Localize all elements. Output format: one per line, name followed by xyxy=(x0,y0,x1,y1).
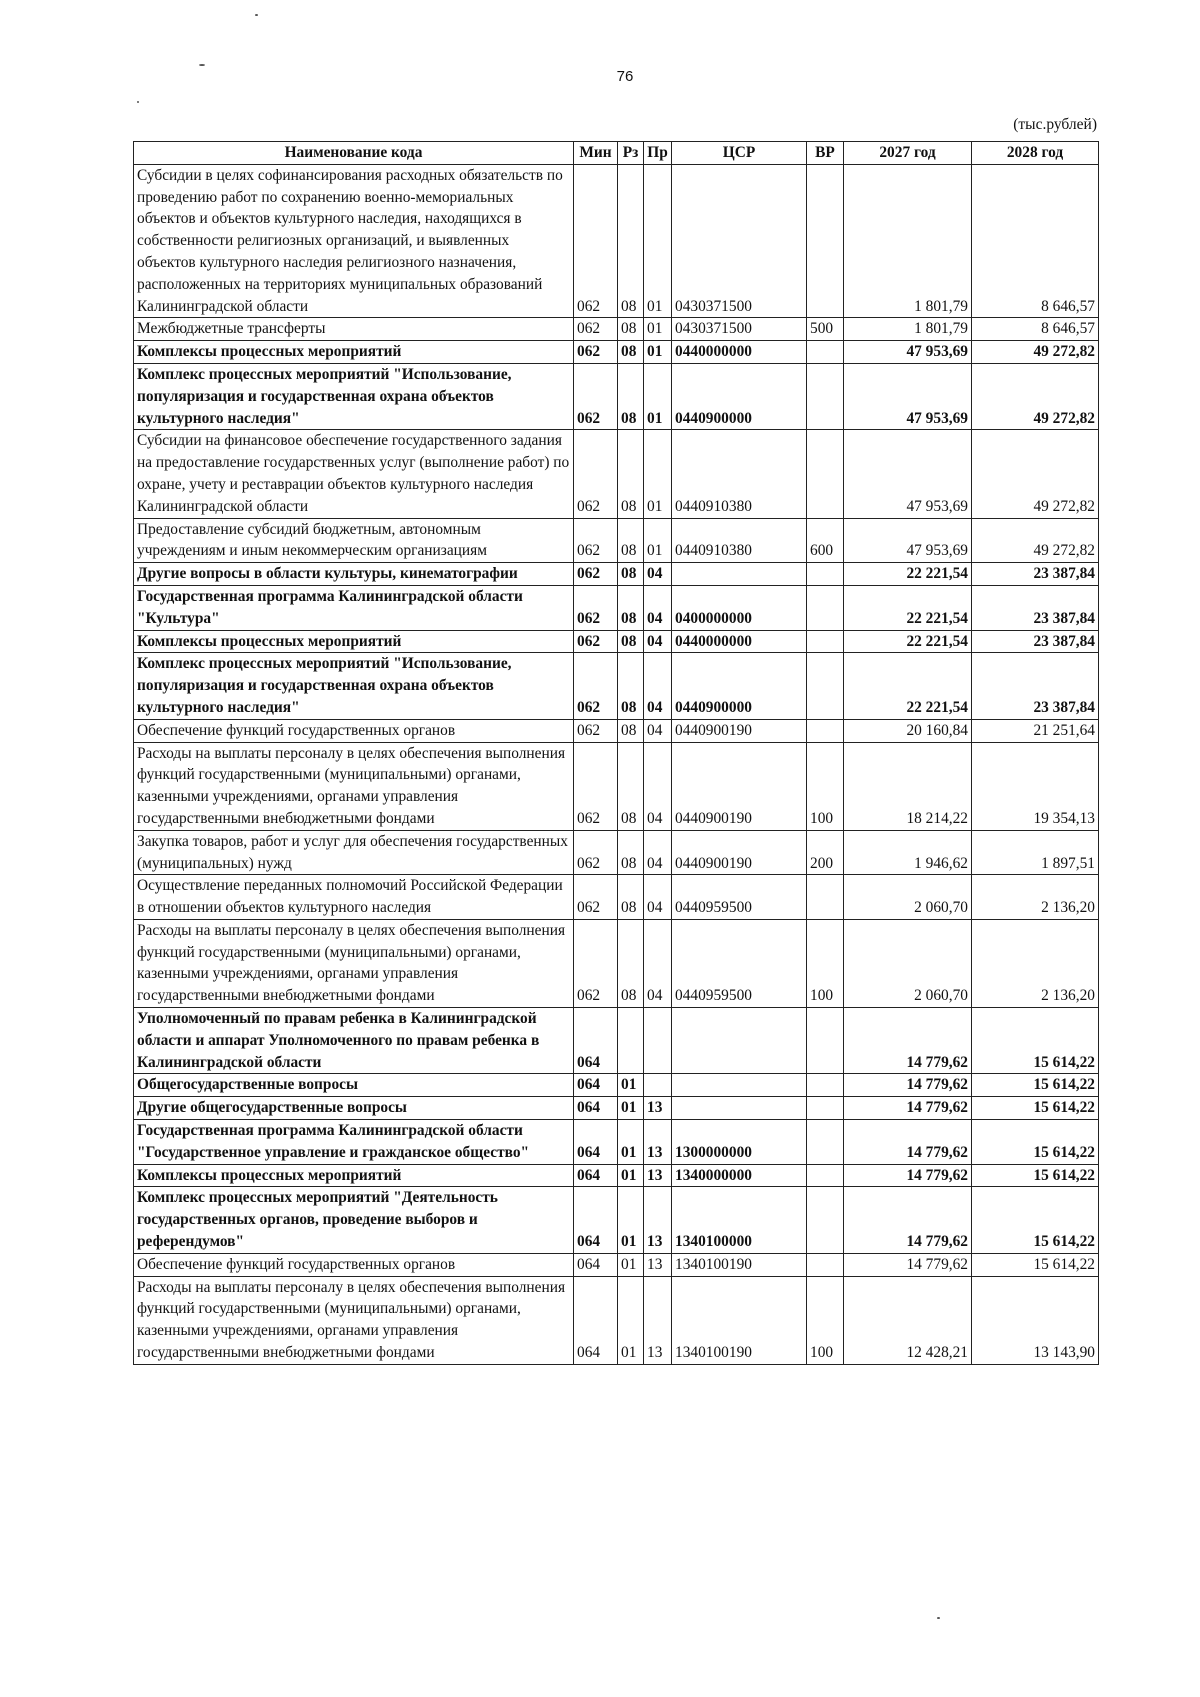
row-name: Другие вопросы в области культуры, кинематографии xyxy=(134,563,574,586)
table-row xyxy=(134,653,1099,719)
row-2028: 15 614,22 xyxy=(972,1253,1099,1276)
row-pr: 01 xyxy=(644,518,672,563)
table-row xyxy=(134,875,1099,920)
row-name: Расходы на выплаты персоналу в целях обеспечения выполнения функций государственными (муниципальными) органами, казенными учреждениями, органами управления государственными внебюджетными фондами xyxy=(134,1276,574,1364)
row-2028: 1 897,51 xyxy=(972,830,1099,875)
row-pr: 01 xyxy=(644,318,672,341)
row-min: 062 xyxy=(574,630,618,653)
scan-speck xyxy=(255,14,258,16)
row-min: 064 xyxy=(574,1008,618,1074)
header-2028: 2028 год xyxy=(972,142,1099,165)
row-name: Комплекс процессных мероприятий "Использование, популяризация и государственная охрана объектов культурного наследия" xyxy=(134,363,574,429)
row-name: Государственная программа Калининградской области "Государственное управление и гражданское общество" xyxy=(134,1120,574,1165)
row-2028: 15 614,22 xyxy=(972,1074,1099,1097)
row-csr: 1340100190 xyxy=(672,1253,807,1276)
table-header-row xyxy=(134,142,1099,165)
row-2027: 14 779,62 xyxy=(844,1120,972,1165)
row-csr: 0440900190 xyxy=(672,742,807,830)
row-2027: 1 801,79 xyxy=(844,318,972,341)
row-name: Комплексы процессных мероприятий xyxy=(134,1164,574,1187)
row-rz: 01 xyxy=(618,1276,644,1364)
row-rz: 08 xyxy=(618,430,644,518)
row-min: 062 xyxy=(574,363,618,429)
row-vr xyxy=(807,653,844,719)
row-name: Общегосударственные вопросы xyxy=(134,1074,574,1097)
row-vr xyxy=(807,363,844,429)
row-2028: 8 646,57 xyxy=(972,318,1099,341)
row-rz: 08 xyxy=(618,919,644,1007)
row-pr: 04 xyxy=(644,830,672,875)
row-name: Комплексы процессных мероприятий xyxy=(134,341,574,364)
row-vr xyxy=(807,1008,844,1074)
row-pr: 13 xyxy=(644,1097,672,1120)
row-name: Комплекс процессных мероприятий "Деятельность государственных органов, проведение выборов и референдумов" xyxy=(134,1187,574,1253)
row-min: 062 xyxy=(574,341,618,364)
row-csr: 0440900000 xyxy=(672,363,807,429)
table-row xyxy=(134,1008,1099,1074)
row-pr: 04 xyxy=(644,742,672,830)
row-2028: 15 614,22 xyxy=(972,1164,1099,1187)
row-name: Расходы на выплаты персоналу в целях обеспечения выполнения функций государственными (муниципальными) органами, казенными учреждениями, органами управления государственными внебюджетными фондами xyxy=(134,742,574,830)
row-2027: 47 953,69 xyxy=(844,430,972,518)
row-min: 064 xyxy=(574,1120,618,1165)
row-csr: 0440000000 xyxy=(672,630,807,653)
row-vr xyxy=(807,563,844,586)
header-vr: ВР xyxy=(807,142,844,165)
table-row xyxy=(134,1276,1099,1364)
row-vr xyxy=(807,430,844,518)
row-pr xyxy=(644,1008,672,1074)
row-pr: 04 xyxy=(644,875,672,920)
row-pr: 01 xyxy=(644,430,672,518)
row-csr: 1300000000 xyxy=(672,1120,807,1165)
row-vr xyxy=(807,630,844,653)
row-min: 064 xyxy=(574,1187,618,1253)
header-min: Мин xyxy=(574,142,618,165)
row-2027: 2 060,70 xyxy=(844,875,972,920)
row-2027: 12 428,21 xyxy=(844,1276,972,1364)
table-body xyxy=(134,164,1099,1364)
row-2028: 23 387,84 xyxy=(972,630,1099,653)
row-rz: 08 xyxy=(618,318,644,341)
row-2028: 2 136,20 xyxy=(972,919,1099,1007)
row-min: 062 xyxy=(574,318,618,341)
row-pr: 04 xyxy=(644,719,672,742)
row-name: Межбюджетные трансферты xyxy=(134,318,574,341)
row-vr xyxy=(807,1097,844,1120)
row-csr xyxy=(672,1097,807,1120)
row-pr: 13 xyxy=(644,1164,672,1187)
row-vr: 200 xyxy=(807,830,844,875)
header-pr: Пр xyxy=(644,142,672,165)
table-row xyxy=(134,1253,1099,1276)
row-name: Обеспечение функций государственных органов xyxy=(134,719,574,742)
row-vr: 600 xyxy=(807,518,844,563)
row-2028: 13 143,90 xyxy=(972,1276,1099,1364)
row-csr: 0440959500 xyxy=(672,875,807,920)
row-csr: 0440000000 xyxy=(672,341,807,364)
row-pr: 01 xyxy=(644,363,672,429)
row-2027: 18 214,22 xyxy=(844,742,972,830)
row-2028: 49 272,82 xyxy=(972,518,1099,563)
row-rz: 01 xyxy=(618,1074,644,1097)
table-row xyxy=(134,585,1099,630)
row-min: 064 xyxy=(574,1164,618,1187)
table-row xyxy=(134,1097,1099,1120)
row-vr xyxy=(807,585,844,630)
row-2027: 14 779,62 xyxy=(844,1097,972,1120)
header-csr: ЦСР xyxy=(672,142,807,165)
row-vr xyxy=(807,1074,844,1097)
row-min: 064 xyxy=(574,1097,618,1120)
row-rz: 08 xyxy=(618,653,644,719)
row-rz: 08 xyxy=(618,341,644,364)
table-row xyxy=(134,518,1099,563)
row-min: 062 xyxy=(574,653,618,719)
row-min: 064 xyxy=(574,1074,618,1097)
table-row xyxy=(134,363,1099,429)
row-csr: 0400000000 xyxy=(672,585,807,630)
row-2028: 2 136,20 xyxy=(972,875,1099,920)
row-2027: 1 946,62 xyxy=(844,830,972,875)
header-2027: 2027 год xyxy=(844,142,972,165)
row-rz xyxy=(618,1008,644,1074)
scan-speck xyxy=(937,1617,940,1619)
row-2027: 22 221,54 xyxy=(844,653,972,719)
row-vr: 500 xyxy=(807,318,844,341)
table-row xyxy=(134,719,1099,742)
row-min: 062 xyxy=(574,919,618,1007)
row-rz: 08 xyxy=(618,742,644,830)
row-name: Субсидии в целях софинансирования расходных обязательств по проведению работ по сохранению военно-мемориальных объектов и объектов культурного наследия, находящихся в собственности религиозных организаций, и выявленных объектов культурного наследия религиозного назначения, расположенных на территориях муниципальных образований Калининградской области xyxy=(134,164,574,318)
row-rz: 01 xyxy=(618,1120,644,1165)
row-min: 062 xyxy=(574,563,618,586)
row-pr: 13 xyxy=(644,1276,672,1364)
row-pr: 01 xyxy=(644,164,672,318)
row-pr xyxy=(644,1074,672,1097)
row-2027: 2 060,70 xyxy=(844,919,972,1007)
row-2027: 20 160,84 xyxy=(844,719,972,742)
row-rz: 01 xyxy=(618,1187,644,1253)
row-2027: 14 779,62 xyxy=(844,1008,972,1074)
row-name: Другие общегосударственные вопросы xyxy=(134,1097,574,1120)
row-pr: 01 xyxy=(644,341,672,364)
row-rz: 08 xyxy=(618,630,644,653)
row-2028: 49 272,82 xyxy=(972,363,1099,429)
header-rz: Рз xyxy=(618,142,644,165)
row-2027: 22 221,54 xyxy=(844,630,972,653)
row-csr: 0440900000 xyxy=(672,653,807,719)
table-row xyxy=(134,742,1099,830)
row-csr xyxy=(672,563,807,586)
row-pr: 13 xyxy=(644,1120,672,1165)
row-vr: 100 xyxy=(807,742,844,830)
row-rz: 08 xyxy=(618,164,644,318)
table-row xyxy=(134,430,1099,518)
row-name: Субсидии на финансовое обеспечение государственного задания на предоставление государственных услуг (выполнение работ) по охране, учету и реставрации объектов культурного наследия Калининградской области xyxy=(134,430,574,518)
budget-table xyxy=(133,141,1099,1365)
scan-speck xyxy=(137,101,139,103)
row-pr: 13 xyxy=(644,1187,672,1253)
table-row xyxy=(134,1164,1099,1187)
row-pr: 04 xyxy=(644,919,672,1007)
row-vr xyxy=(807,1187,844,1253)
row-name: Комплексы процессных мероприятий xyxy=(134,630,574,653)
row-csr xyxy=(672,1074,807,1097)
row-2027: 47 953,69 xyxy=(844,518,972,563)
scan-speck xyxy=(199,64,205,66)
row-rz: 08 xyxy=(618,830,644,875)
table-row xyxy=(134,919,1099,1007)
row-name: Осуществление переданных полномочий Российской Федерации в отношении объектов культурного наследия xyxy=(134,875,574,920)
row-2028: 49 272,82 xyxy=(972,341,1099,364)
row-rz: 01 xyxy=(618,1164,644,1187)
row-2028: 8 646,57 xyxy=(972,164,1099,318)
row-2027: 47 953,69 xyxy=(844,341,972,364)
table-row xyxy=(134,164,1099,318)
row-2028: 19 354,13 xyxy=(972,742,1099,830)
row-vr xyxy=(807,164,844,318)
row-name: Комплекс процессных мероприятий "Использование, популяризация и государственная охрана объектов культурного наследия" xyxy=(134,653,574,719)
row-name: Закупка товаров, работ и услуг для обеспечения государственных (муниципальных) нужд xyxy=(134,830,574,875)
row-2028: 15 614,22 xyxy=(972,1187,1099,1253)
row-vr: 100 xyxy=(807,1276,844,1364)
row-2027: 22 221,54 xyxy=(844,563,972,586)
row-vr xyxy=(807,875,844,920)
row-pr: 04 xyxy=(644,630,672,653)
row-vr xyxy=(807,1164,844,1187)
row-rz: 08 xyxy=(618,518,644,563)
row-pr: 13 xyxy=(644,1253,672,1276)
row-2028: 21 251,64 xyxy=(972,719,1099,742)
row-vr: 100 xyxy=(807,919,844,1007)
row-csr: 0440900190 xyxy=(672,719,807,742)
row-min: 062 xyxy=(574,719,618,742)
row-2027: 22 221,54 xyxy=(844,585,972,630)
row-csr: 1340100000 xyxy=(672,1187,807,1253)
row-vr xyxy=(807,341,844,364)
row-name: Государственная программа Калининградской области "Культура" xyxy=(134,585,574,630)
table-row xyxy=(134,830,1099,875)
row-csr: 0430371500 xyxy=(672,318,807,341)
table-row xyxy=(134,1074,1099,1097)
row-pr: 04 xyxy=(644,653,672,719)
row-rz: 08 xyxy=(618,719,644,742)
row-csr xyxy=(672,1008,807,1074)
row-2027: 14 779,62 xyxy=(844,1074,972,1097)
row-min: 064 xyxy=(574,1276,618,1364)
row-min: 062 xyxy=(574,518,618,563)
row-csr: 1340000000 xyxy=(672,1164,807,1187)
row-min: 062 xyxy=(574,585,618,630)
row-rz: 08 xyxy=(618,585,644,630)
row-2027: 47 953,69 xyxy=(844,363,972,429)
row-2027: 14 779,62 xyxy=(844,1253,972,1276)
row-vr xyxy=(807,719,844,742)
row-min: 064 xyxy=(574,1253,618,1276)
row-rz: 01 xyxy=(618,1097,644,1120)
row-min: 062 xyxy=(574,742,618,830)
header-name: Наименование кода xyxy=(134,142,574,165)
row-name: Обеспечение функций государственных органов xyxy=(134,1253,574,1276)
row-2028: 23 387,84 xyxy=(972,563,1099,586)
row-pr: 04 xyxy=(644,585,672,630)
row-csr: 0440959500 xyxy=(672,919,807,1007)
row-name: Уполномоченный по правам ребенка в Калининградской области и аппарат Уполномоченного по правам ребенка в Калининградской области xyxy=(134,1008,574,1074)
row-name: Предоставление субсидий бюджетным, автономным учреждениям и иным некоммерческим организациям xyxy=(134,518,574,563)
row-csr: 1340100190 xyxy=(672,1276,807,1364)
table-row xyxy=(134,563,1099,586)
row-rz: 01 xyxy=(618,1253,644,1276)
row-csr: 0440910380 xyxy=(672,518,807,563)
row-csr: 0440910380 xyxy=(672,430,807,518)
row-pr: 04 xyxy=(644,563,672,586)
row-rz: 08 xyxy=(618,563,644,586)
row-2027: 14 779,62 xyxy=(844,1187,972,1253)
table-row xyxy=(134,1120,1099,1165)
row-2028: 15 614,22 xyxy=(972,1120,1099,1165)
table-row xyxy=(134,341,1099,364)
row-min: 062 xyxy=(574,164,618,318)
row-2027: 1 801,79 xyxy=(844,164,972,318)
row-rz: 08 xyxy=(618,875,644,920)
row-2027: 14 779,62 xyxy=(844,1164,972,1187)
row-2028: 23 387,84 xyxy=(972,653,1099,719)
row-min: 062 xyxy=(574,875,618,920)
row-vr xyxy=(807,1253,844,1276)
table-row xyxy=(134,318,1099,341)
row-min: 062 xyxy=(574,430,618,518)
row-2028: 15 614,22 xyxy=(972,1008,1099,1074)
row-csr: 0440900190 xyxy=(672,830,807,875)
row-rz: 08 xyxy=(618,363,644,429)
row-vr xyxy=(807,1120,844,1165)
row-2028: 15 614,22 xyxy=(972,1097,1099,1120)
table-row xyxy=(134,1187,1099,1253)
page-number: 76 xyxy=(616,68,634,85)
row-2028: 23 387,84 xyxy=(972,585,1099,630)
row-min: 062 xyxy=(574,830,618,875)
units-label: (тыс.рублей) xyxy=(1013,116,1097,133)
row-csr: 0430371500 xyxy=(672,164,807,318)
row-2028: 49 272,82 xyxy=(972,430,1099,518)
table-row xyxy=(134,630,1099,653)
row-name: Расходы на выплаты персоналу в целях обеспечения выполнения функций государственными (муниципальными) органами, казенными учреждениями, органами управления государственными внебюджетными фондами xyxy=(134,919,574,1007)
